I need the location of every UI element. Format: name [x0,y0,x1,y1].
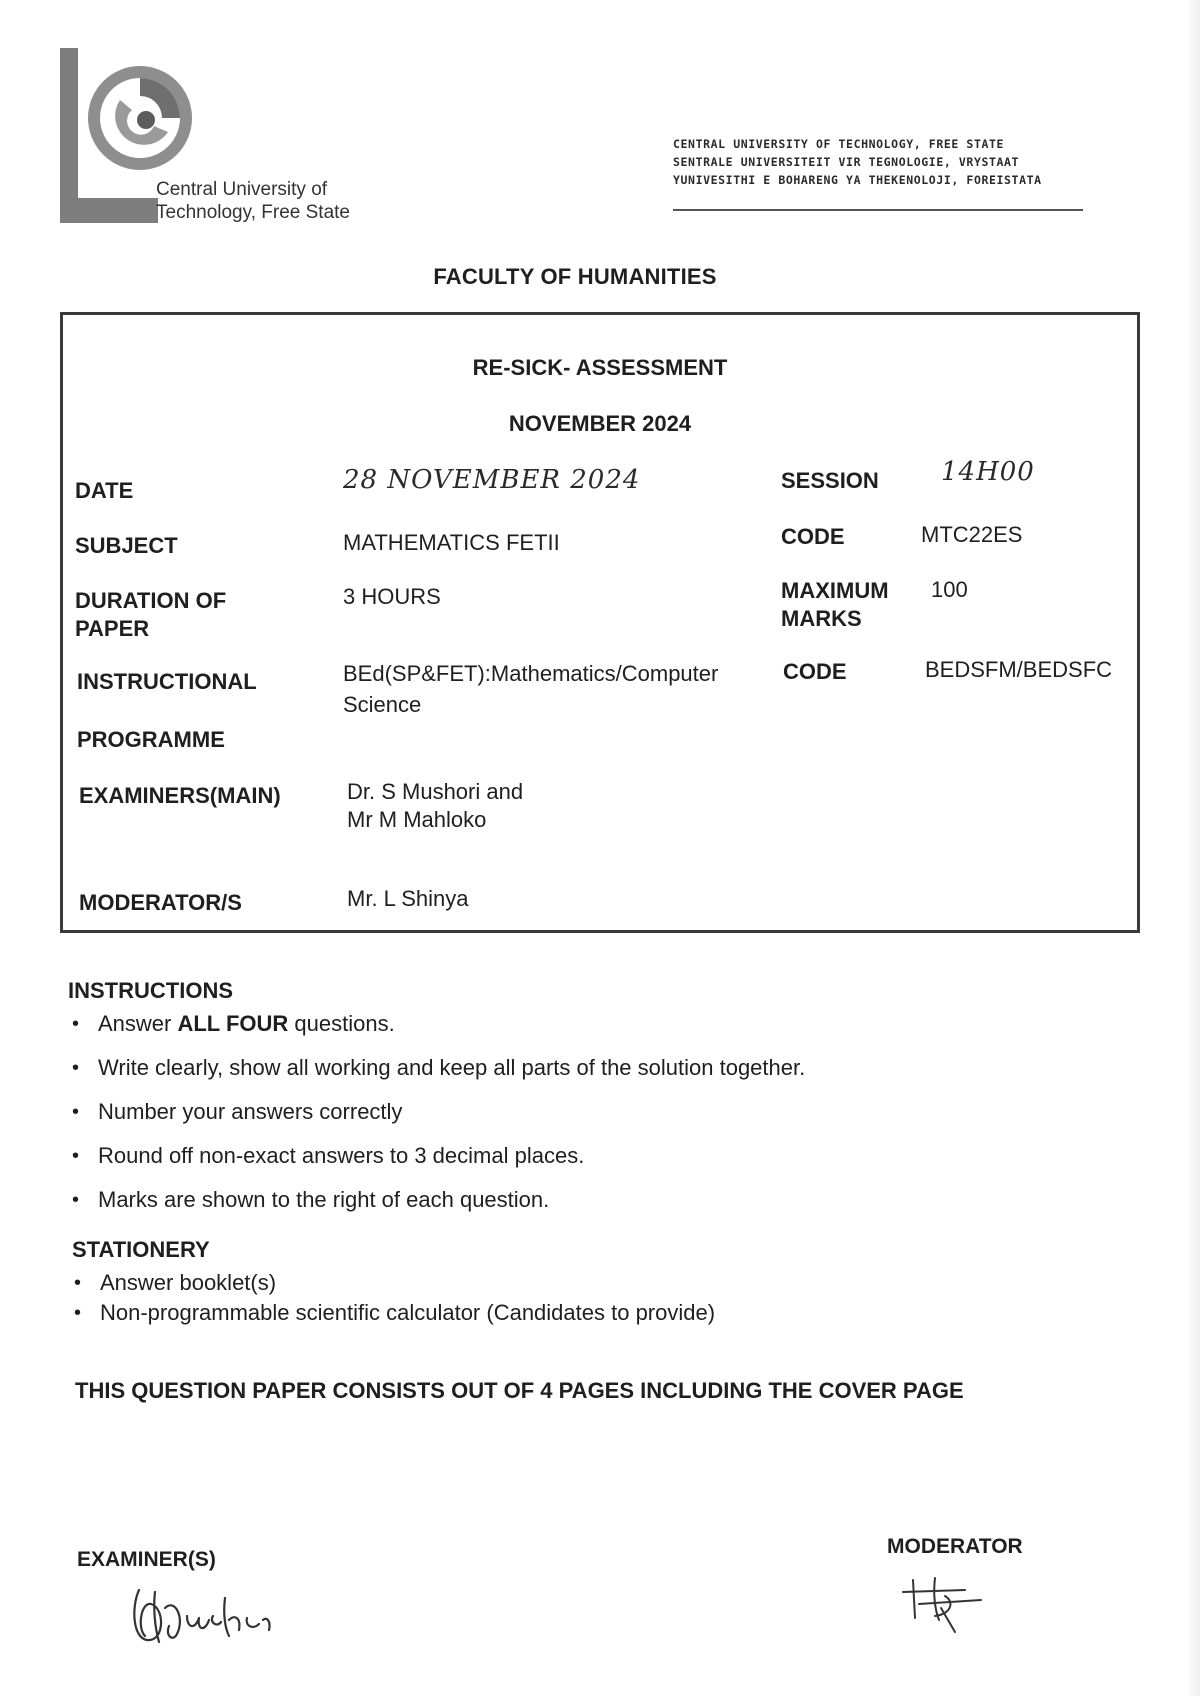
list-item: • Answer booklet(s) [70,1268,715,1298]
subject-code-value: MTC22ES [921,522,1023,547]
duration-value: 3 HOURS [343,584,441,609]
page-edge-shadow [1186,0,1200,1696]
moderators-value: Mr. L Shinya [347,886,469,911]
university-logo [58,48,378,228]
list-item: • Number your answers correctly [68,1097,805,1141]
stationery-list [70,1268,715,1328]
examiners-label: EXAMINERS(MAIN) [79,783,281,808]
max-marks-label-line-1: MAXIMUM [781,578,889,603]
moderator-signature [895,1570,1015,1640]
programme-value-line-2: Science [343,692,422,717]
moderator-signature-label: MODERATOR [887,1535,1023,1558]
instructions-heading: INSTRUCTIONS [68,978,233,1003]
header-rule [673,209,1083,211]
assessment-details-box [60,312,1140,933]
list-item: • Non-programmable scientific calculator (Candidates to provide) [70,1298,715,1328]
subject-code-label: CODE [781,524,845,549]
logo-line-2: Technology, Free State [156,202,350,223]
duration-label-line-2: PAPER [75,616,150,641]
examiners-value-line-2: Mr M Mahloko [347,807,487,832]
uni-name-sesotho: YUNIVESITHI E BOHARENG YA THEKENOLOJI, FOREISTATA [673,173,1042,187]
faculty-title [0,264,1200,290]
examiners-signature-label: EXAMINER(S) [77,1548,216,1571]
assessment-period: NOVEMBER 2024 [508,411,692,436]
session-value: 14H00 [941,457,1035,487]
assessment-title: RE-SICK- ASSESSMENT [472,355,728,380]
list-item: • Marks are shown to the right of each question. [68,1185,805,1229]
programme-code-value: BEDSFM/BEDSFC [925,657,1113,682]
stationery-heading: STATIONERY [72,1237,210,1262]
date-value: 28 NOVEMBER 2024 [343,465,641,495]
duration-label-line-1: DURATION OF [75,588,227,613]
max-marks-value: 100 [931,577,968,602]
instruction-1-post: questions. [288,1011,395,1036]
examiners-value-line-1: Dr. S Mushori and [347,779,524,804]
instruction-1-emphasis: ALL FOUR [177,1011,289,1036]
list-item [68,1009,805,1053]
programme-code-label: CODE [783,659,847,684]
logo-line-1: Central University of [156,179,328,200]
list-item: • Write clearly, show all working and keep all parts of the solution together. [68,1053,805,1097]
page-count-note: THIS QUESTION PAPER CONSISTS OUT OF 4 PAGES INCLUDING THE COVER PAGE [75,1378,964,1403]
programme-label-line-2: PROGRAMME [77,727,225,752]
instruction-1-pre: Answer [98,1011,178,1036]
subject-label: SUBJECT [75,533,178,558]
examiner-signature [125,1578,315,1658]
instructions-list [68,1009,805,1229]
session-label: SESSION [781,468,879,493]
uni-name-afrikaans: SENTRALE UNIVERSITEIT VIR TEGNOLOGIE, VRYSTAAT [673,155,1020,169]
logo-wordmark [156,178,350,224]
programme-value-line-1: BEd(SP&FET):Mathematics/Computer [343,661,719,686]
list-item: • Round off non-exact answers to 3 decimal places. [68,1141,805,1185]
faculty-title-text: FACULTY OF HUMANITIES [433,264,717,289]
moderators-label: MODERATOR/S [79,890,242,915]
max-marks-label-line-2: MARKS [781,606,862,631]
subject-value: MATHEMATICS FETII [343,530,560,555]
programme-label-line-1: INSTRUCTIONAL [77,669,257,694]
university-names [673,135,1083,189]
date-label: DATE [75,478,134,503]
uni-name-english: CENTRAL UNIVERSITY OF TECHNOLOGY, FREE STATE [673,137,1005,151]
